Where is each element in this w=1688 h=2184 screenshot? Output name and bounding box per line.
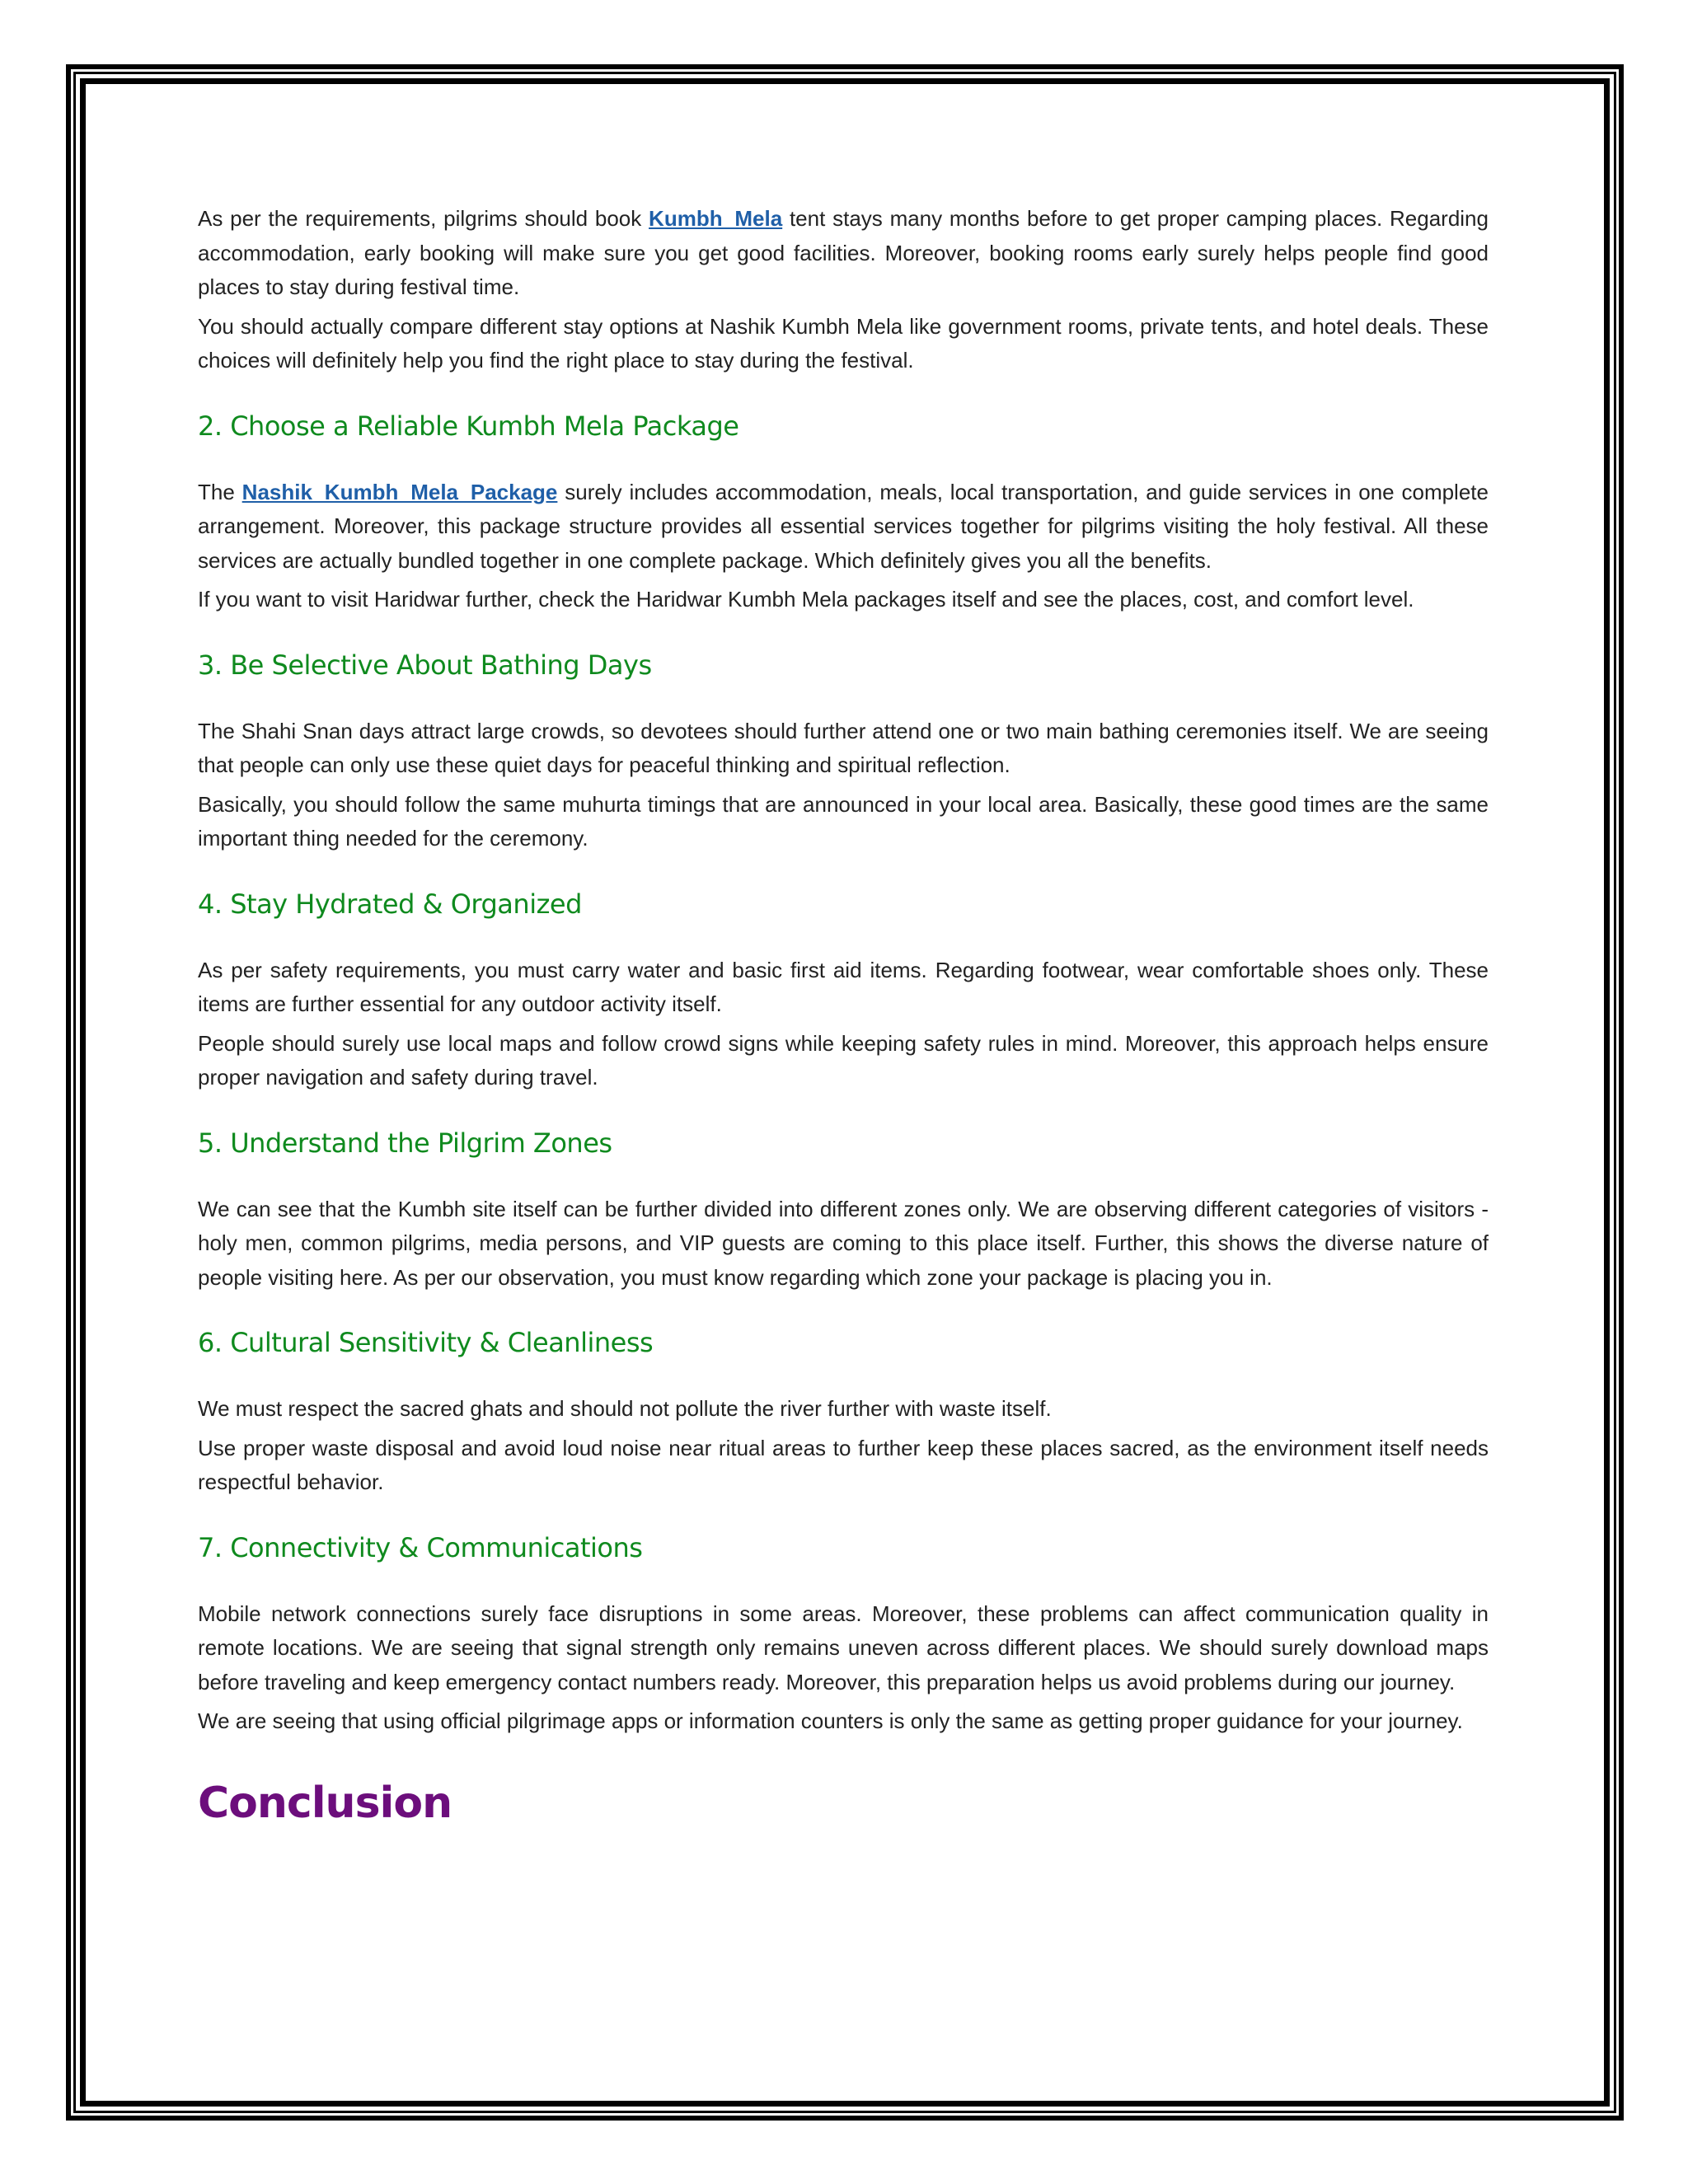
document-body — [198, 202, 1489, 1830]
cultural-paragraph-2: Use proper waste disposal and avoid loud noise near ritual areas to further keep these places sacred, as the environment itself needs respectful behavior. — [198, 1435, 1489, 1494]
intro-paragraph-1 — [198, 202, 1489, 305]
section-heading-bathing-days: 3. Be Selective About Bathing Days — [198, 649, 652, 681]
hydrated-paragraph-2: People should surely use local maps and follow crowd signs while keeping safety rules in mind. Moreover, this approach helps ensure proper navigation and safety during travel. — [198, 1030, 1489, 1090]
zones-paragraph-1: We can see that the Kumbh site itself can be further divided into different zones only. We are observing different categories of visitors - holy men, common pilgrims, media persons, and VIP guests are coming to this place itself. Further, this shows the diverse nature of people visiting here. As per our observation, you must know regarding which zone your package is placing you in. — [198, 1196, 1489, 1290]
connectivity-paragraph-1: Mobile network connections surely face disruptions in some areas. Moreover, these problems can affect communication quality in remote locations. We are seeing that signal strength only remains uneven across different places. We should surely download maps before traveling and keep emergency contact numbers ready. Moreover, this preparation helps us avoid problems during our journey. — [198, 1601, 1489, 1694]
bathing-paragraph-2: Basically, you should follow the same muhurta timings that are announced in your local area. Basically, these good times are the same important thing needed for the ceremony. — [198, 791, 1489, 851]
section-heading-hydrated: 4. Stay Hydrated & Organized — [198, 888, 582, 920]
section-heading-package: 2. Choose a Reliable Kumbh Mela Package — [198, 410, 739, 442]
connectivity-paragraph-2: We are seeing that using official pilgrimage apps or information counters is only the same as getting proper guidance for your journey. — [198, 1708, 1463, 1733]
kumbh-mela-link[interactable]: Kumbh Mela — [649, 206, 783, 231]
section-heading-zones: 5. Understand the Pilgrim Zones — [198, 1127, 612, 1159]
nashik-package-link[interactable]: Nashik Kumbh Mela Package — [241, 479, 558, 504]
section-heading-cultural: 6. Cultural Sensitivity & Cleanliness — [198, 1327, 654, 1358]
package-paragraph-1 — [198, 476, 1489, 579]
hydrated-paragraph-1: As per safety requirements, you must carry water and basic first aid items. Regarding footwear, wear comfortable shoes only. These items are further essential for any outdoor activity itself. — [198, 957, 1489, 1016]
cultural-paragraph-1: We must respect the sacred ghats and should not pollute the river further with waste itself. — [198, 1396, 1052, 1421]
text-span: The — [198, 479, 242, 504]
package-paragraph-2: If you want to visit Haridwar further, check the Haridwar Kumbh Mela packages itself and see the places, cost, and comfort level. — [198, 587, 1414, 612]
section-heading-connectivity: 7. Connectivity & Communications — [198, 1531, 643, 1563]
text-span: tent stays many months before to get proper camping places. Regarding accommodation, early booking will make sure you get good facilities. Moreover, booking rooms early surely helps people find good places to stay during festival time. — [198, 206, 1489, 299]
bathing-paragraph-1: The Shahi Snan days attract large crowds, so devotees should further attend one or two main bathing ceremonies itself. We are seeing that people can only use these quiet days for peaceful thinking and spiritual reflection. — [198, 718, 1489, 777]
conclusion-heading: Conclusion — [198, 1778, 452, 1828]
text-span: As per the requirements, pilgrims should book — [198, 206, 649, 231]
intro-paragraph-2: You should actually compare different stay options at Nashik Kumbh Mela like government rooms, private tents, and hotel deals. These choices will definitely help you find the right place to stay during the festival. — [198, 313, 1489, 373]
text-span: surely includes accommodation, meals, local transportation, and guide services in one complete arrangement. Moreover, this package structure provides all essential services together for pilgrims visiting the holy festival. All these services are actually bundled together in one complete package. Which definitely gives you all the benefits. — [198, 479, 1489, 573]
